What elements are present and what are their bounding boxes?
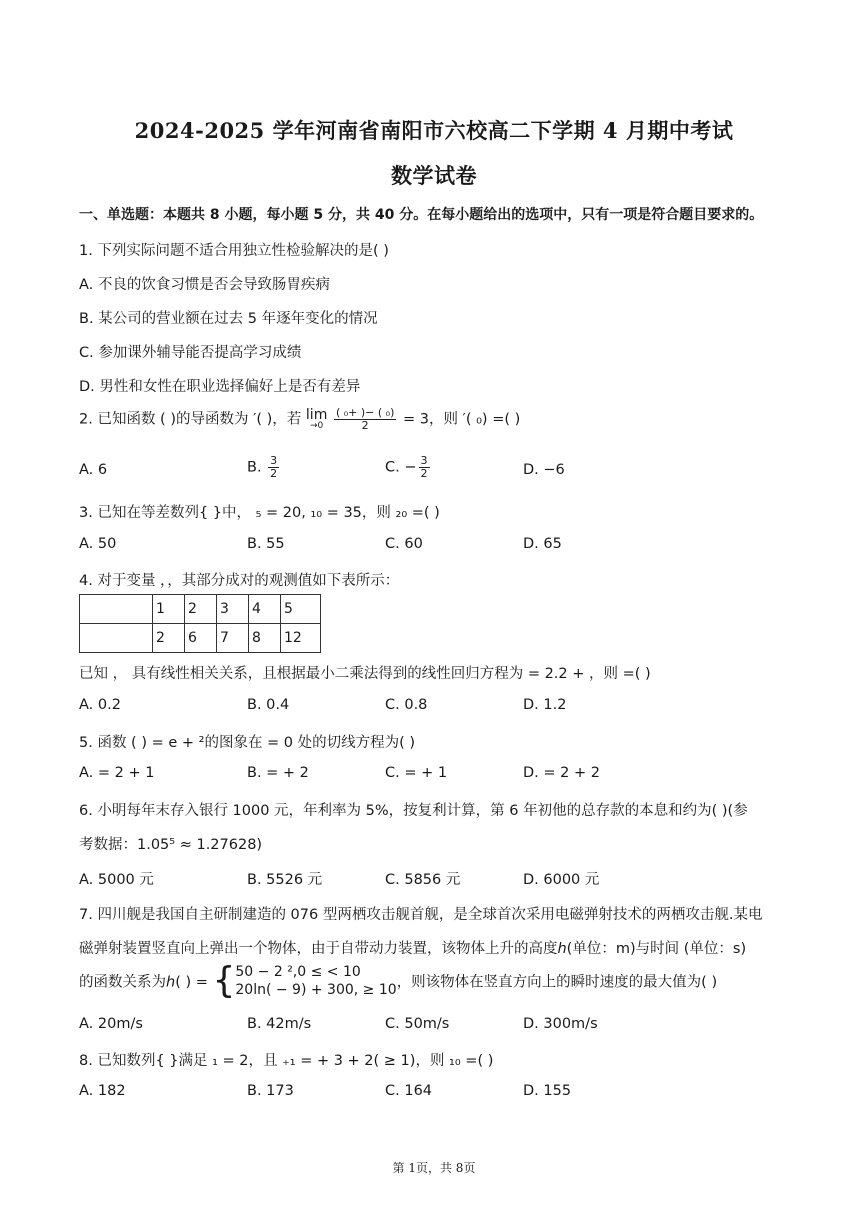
q8-stem: 8. 已知数列{ }满足 ₁ = 2，且 ₊₁ = + 3 + 2( ≥ 1)，则 ₁₀ =( ) xyxy=(79,1053,494,1069)
q1-stem: 1. 下列实际问题不适合用独立性检验解决的是( ) xyxy=(79,243,389,259)
q2-limit: lim →0 xyxy=(305,407,328,432)
table-cell: 7 xyxy=(217,624,249,653)
table-cell: 2 xyxy=(153,624,185,653)
q6-stem-line2: 考数据：1.05⁵ ≈ 1.27628) xyxy=(79,837,263,853)
q4-option-d: D. 1.2 xyxy=(523,697,567,713)
q5-option-b: B. = + 2 xyxy=(247,765,309,781)
table-row xyxy=(80,624,321,653)
q6-option-b: B. 5526 元 xyxy=(247,872,323,888)
q7-stem-line1: 7. 四川舰是我国自主研制建造的 076 型两栖攻击舰首舰，是全球首次采用电磁弹射技术的两栖攻击舰.某电 xyxy=(79,907,763,923)
q2-option-a: A. 6 xyxy=(79,462,108,478)
exam-subtitle: 数学试卷 xyxy=(391,163,477,188)
q2-stem: 2. 已知函数 ( )的导函数为 ′( )，若 lim →0 $\frac{\text{( ₀+ )− ( ₀)}}{2}$ = 3，则 ′( ₀) =( ) xyxy=(79,406,521,433)
table-cell: 12 xyxy=(281,624,321,653)
q8-option-a: A. 182 xyxy=(79,1083,126,1099)
q2-fraction: $\frac{\text{( ₀+ )− ( ₀)}}{2}$ xyxy=(335,406,395,433)
observation-table xyxy=(79,594,321,653)
table-cell: 8 xyxy=(249,624,281,653)
q4-option-b: B. 0.4 xyxy=(247,697,290,713)
q3-option-d: D. 65 xyxy=(523,536,562,552)
table-cell xyxy=(80,595,153,624)
brace-symbol: { xyxy=(212,960,236,1002)
q4-option-a: A. 0.2 xyxy=(79,697,121,713)
q7-stem-line2: 磁弹射装置竖直向上弹出一个物体，由于自带动力装置，该物体上升的高度ℎ(单位：m)与时间 (单位：s) xyxy=(79,941,747,957)
q3-option-c: C. 60 xyxy=(385,536,423,552)
q3-option-a: A. 50 xyxy=(79,536,117,552)
table-cell: 1 xyxy=(153,595,185,624)
section-heading: 一、单选题：本题共 8 小题，每小题 5 分，共 40 分。在每小题给出的选项中，只有一项是符合题目要求的。 xyxy=(79,207,764,223)
q5-option-a: A. = 2 + 1 xyxy=(79,765,155,781)
exam-title: 2024-2025 学年河南省南阳市六校高二下学期 4 月期中考试 xyxy=(134,118,734,143)
table-cell: 2 xyxy=(185,595,217,624)
q2-option-d: D. −6 xyxy=(523,462,565,478)
q7-option-c: C. 50m/s xyxy=(385,1016,450,1032)
q4-option-c: C. 0.8 xyxy=(385,697,428,713)
q5-option-d: D. = 2 + 2 xyxy=(523,765,600,781)
q5-stem: 5. 函数 ( ) = e + ²的图象在 = 0 处的切线方程为( ) xyxy=(79,735,416,751)
table-cell xyxy=(80,624,153,653)
q6-option-d: D. 6000 元 xyxy=(523,872,600,888)
table-cell: 6 xyxy=(185,624,217,653)
q6-stem-line1: 6. 小明每年末存入银行 1000 元，年利率为 5%，按复利计算，第 6 年初他的总存款的本息和约为( )(参 xyxy=(79,803,748,819)
q5-option-c: C. = + 1 xyxy=(385,765,448,781)
q6-option-a: A. 5000 元 xyxy=(79,872,154,888)
q7-option-d: D. 300m/s xyxy=(523,1016,598,1032)
q1-option-a: A. 不良的饮食习惯是否会导致肠胃疾病 xyxy=(79,277,330,293)
q3-option-b: B. 55 xyxy=(247,536,285,552)
q1-option-d: D. 男性和女性在职业选择偏好上是否有差异 xyxy=(79,379,361,395)
table-cell: 3 xyxy=(217,595,249,624)
q8-option-b: B. 173 xyxy=(247,1083,294,1099)
table-row xyxy=(80,595,321,624)
q2-option-c: C. − $\frac{3}{2}$ xyxy=(385,454,428,481)
q3-stem: 3. 已知在等差数列{ }中， ₅ = 20, ₁₀ = 35，则 ₂₀ =( ) xyxy=(79,505,440,521)
page-footer: 第 1页，共 8页 xyxy=(392,1161,476,1175)
q6-option-c: C. 5856 元 xyxy=(385,872,461,888)
q8-option-d: D. 155 xyxy=(523,1083,572,1099)
table-cell: 4 xyxy=(249,595,281,624)
q7-piecewise-function: 的函数关系为ℎ( ) = { 50 − 2 ²,0 ≤ < 10 20ln( − 9) + 300, ≥ 10 ，则该物体在竖直方向上的瞬时速度的最大值为( ) xyxy=(79,960,718,1002)
q1-option-c: C. 参加课外辅导能否提高学习成绩 xyxy=(79,345,302,361)
q8-option-c: C. 164 xyxy=(385,1083,433,1099)
q1-option-b: B. 某公司的营业额在过去 5 年逐年变化的情况 xyxy=(79,311,378,327)
q7-option-a: A. 20m/s xyxy=(79,1016,143,1032)
q7-option-b: B. 42m/s xyxy=(247,1016,312,1032)
q4-stem: 4. 对于变量 ，，其部分成对的观测值如下表所示： xyxy=(79,573,400,589)
q4-condition: 已知 ， 具有线性相关关系，且根据最小二乘法得到的线性回归方程为 = 2.2 + ，则 =( ) xyxy=(79,666,651,682)
q2-option-b: B. $\frac{3}{2}$ xyxy=(247,454,278,481)
table-cell: 5 xyxy=(281,595,321,624)
